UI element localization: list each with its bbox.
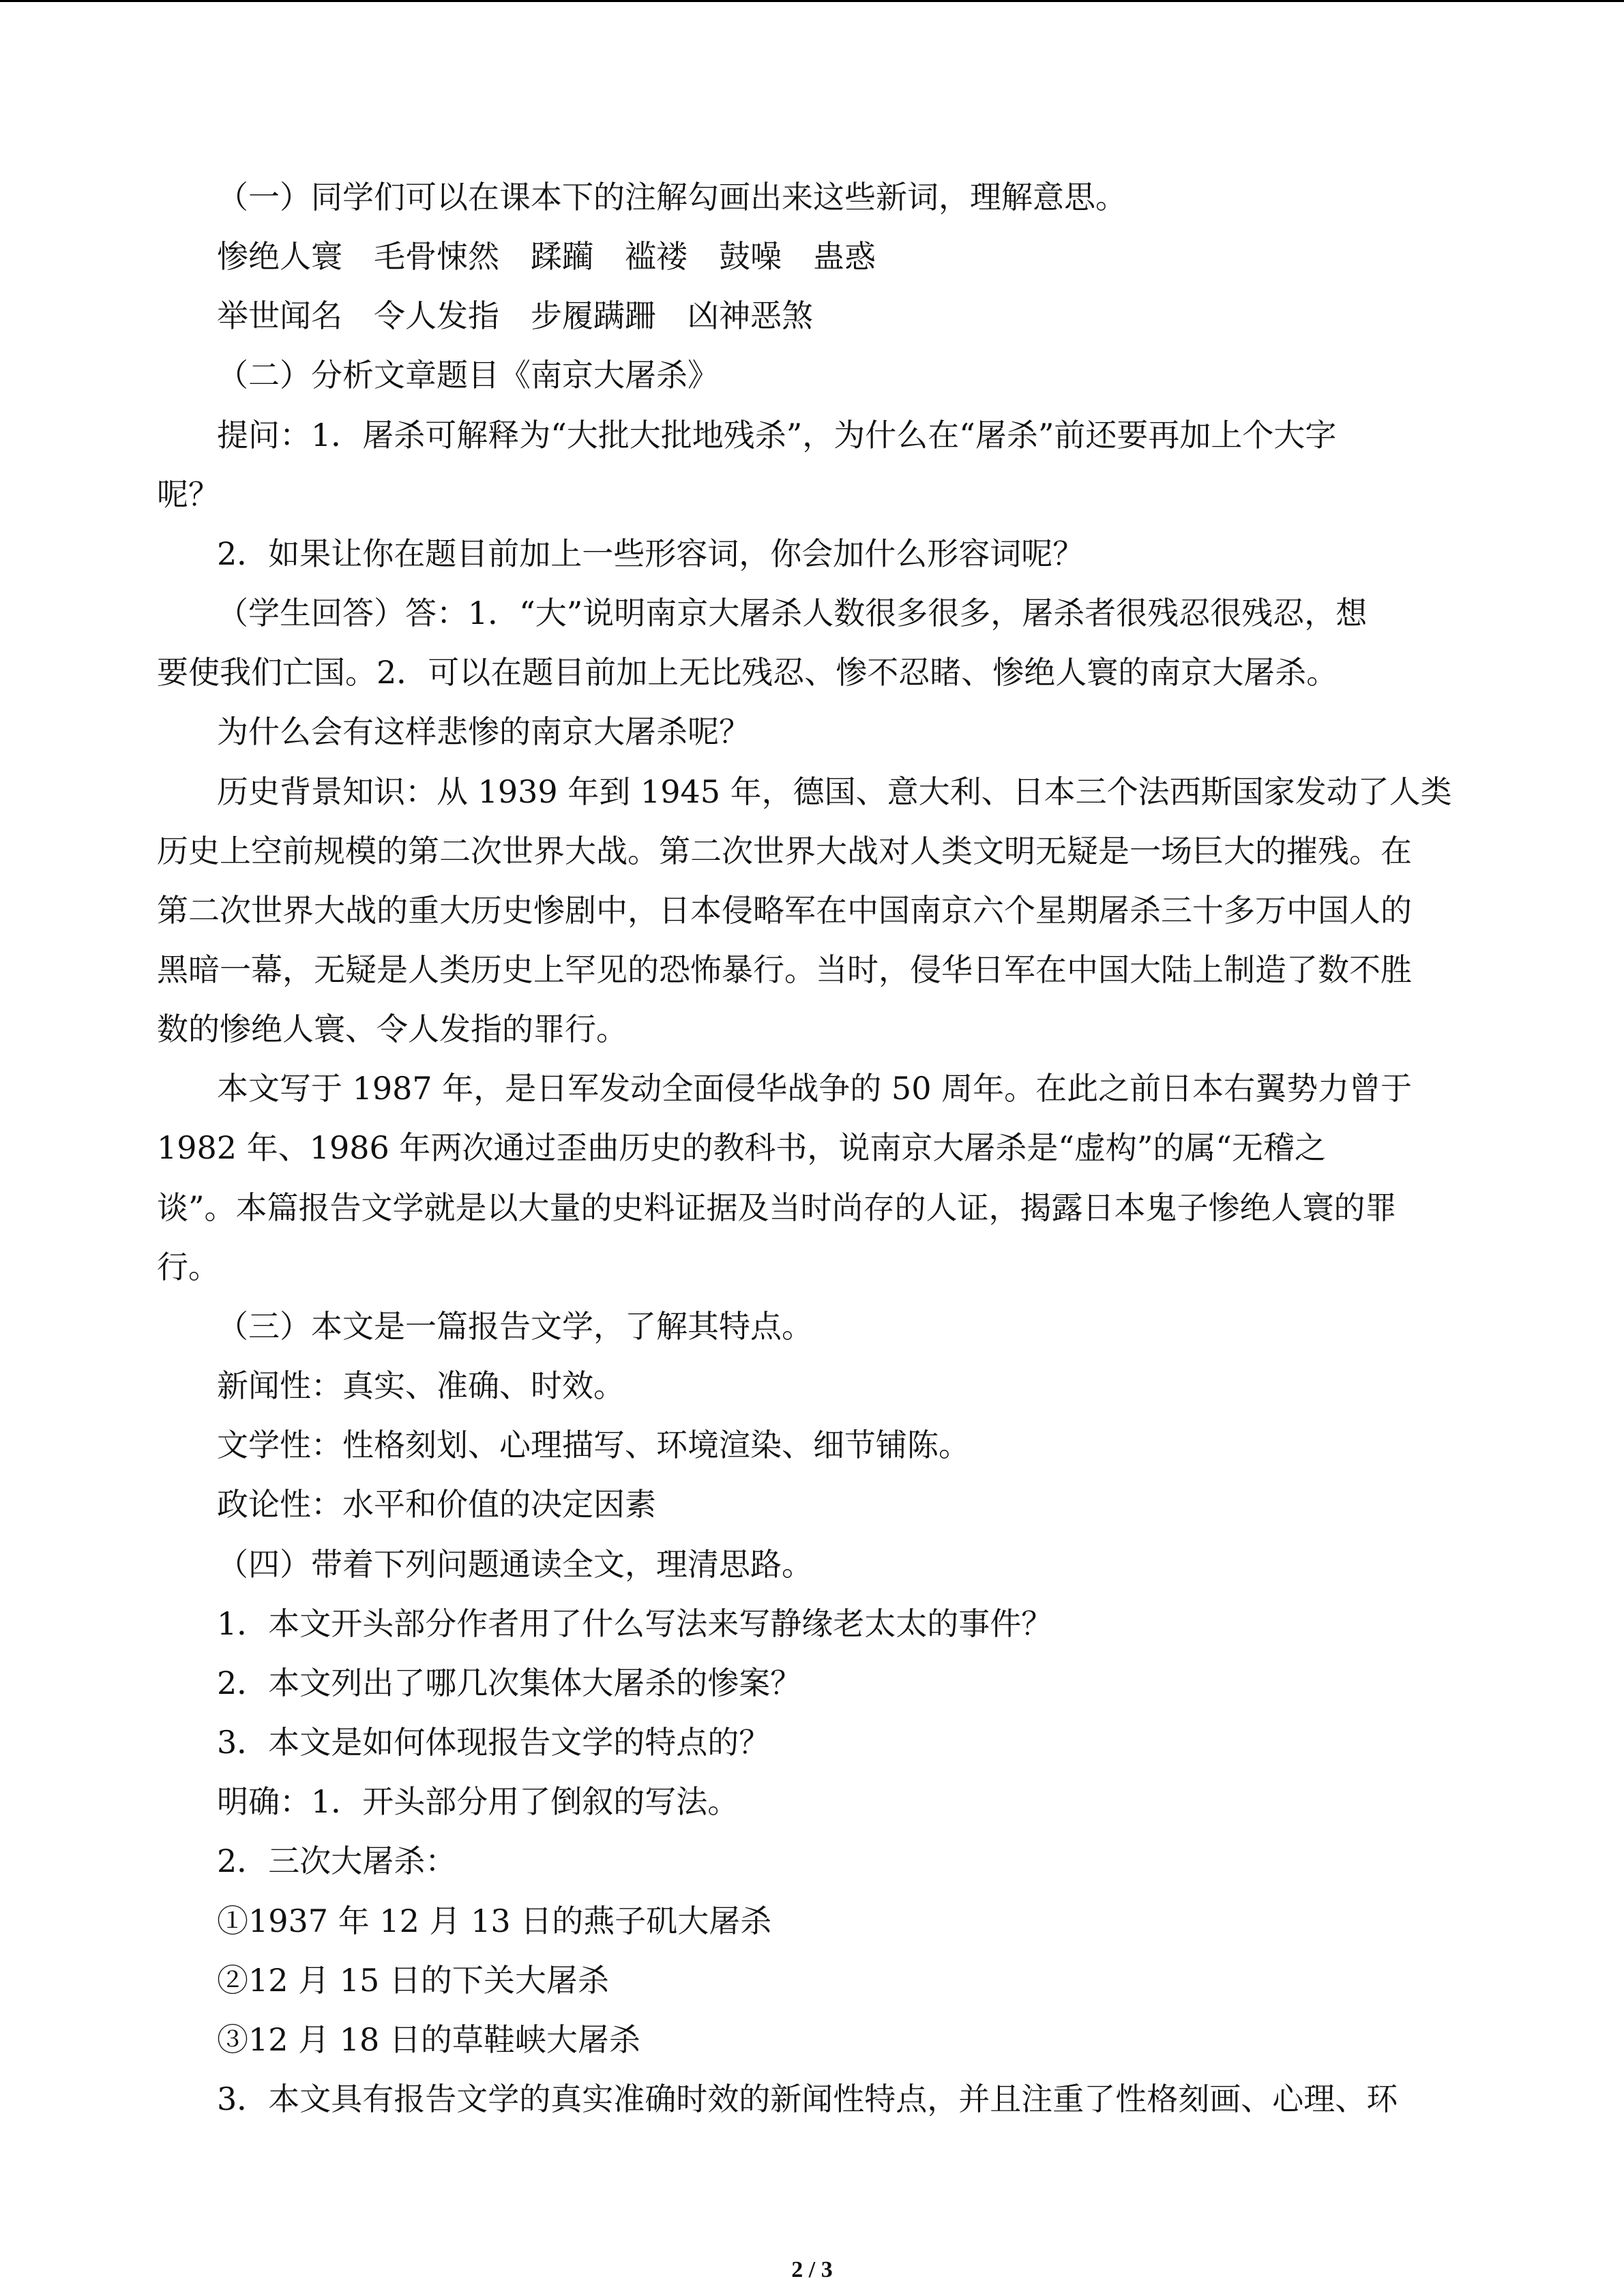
paragraph-line: （学生回答）答：1．“大”说明南京大屠杀人数很多很多，屠杀者很残忍很残忍，想 — [217, 595, 1368, 631]
paragraph-line: 文学性：性格刻划、心理描写、环境渲染、细节铺陈。 — [217, 1427, 970, 1463]
paragraph-line: 2．如果让你在题目前加上一些形容词，你会加什么形容词呢？ — [217, 535, 1084, 572]
paragraph-line: 行。 — [157, 1249, 220, 1285]
paragraph-line: 第二次世界大战的重大历史惨剧中，日本侵略军在中国南京六个星期屠杀三十多万中国人的 — [157, 892, 1412, 929]
paragraph-line: 3．本文是如何体现报告文学的特点的？ — [217, 1724, 771, 1761]
paragraph-line: 本文写于 1987 年，是日军发动全面侵华战争的 50 周年。在此之前日本右翼势力曾于 — [217, 1070, 1413, 1107]
paragraph-line: 3．本文具有报告文学的真实准确时效的新闻性特点，并且注重了性格刻画、心理、环 — [217, 2081, 1398, 2117]
section-heading: （二）分析文章题目《南京大屠杀》 — [217, 357, 719, 393]
paragraph-line: 1．本文开头部分作者用了什么写法来写静缘老太太的事件？ — [217, 1605, 1053, 1642]
paragraph-line: ②12 月 15 日的下关大屠杀 — [217, 1962, 609, 1999]
paragraph-line: 2．本文列出了哪几次集体大屠杀的惨案？ — [217, 1665, 802, 1701]
paragraph-line: （一）同学们可以在课本下的注解勾画出来这些新词，理解意思。 — [217, 179, 1127, 215]
paragraph-line: 政论性：水平和价值的决定因素 — [217, 1486, 656, 1523]
paragraph-line: 为什么会有这样悲惨的南京大屠杀呢？ — [217, 713, 750, 750]
paragraph-line: 数的惨绝人寰、令人发指的罪行。 — [157, 1011, 628, 1047]
paragraph-line: ③12 月 18 日的草鞋峡大屠杀 — [217, 2021, 640, 2058]
paragraph-line: 举世闻名 令人发指 步履蹒跚 凶神恶煞 — [217, 297, 813, 334]
section-heading: （四）带着下列问题通读全文，理清思路。 — [217, 1546, 813, 1583]
paragraph-line: 新闻性：真实、准确、时效。 — [217, 1367, 625, 1404]
paragraph-line: 黑暗一幕，无疑是人类历史上罕见的恐怖暴行。当时，侵华日军在中国大陆上制造了数不胜 — [157, 951, 1412, 988]
paragraph-line: 2．三次大屠杀： — [217, 1843, 457, 1879]
paragraph-line: 呢？ — [157, 476, 220, 513]
paragraph-line: 谈”。本篇报告文学就是以大量的史料证据及当时尚存的人证，揭露日本鬼子惨绝人寰的罪 — [157, 1189, 1397, 1226]
paragraph-line: 明确：1．开头部分用了倒叙的写法。 — [217, 1783, 739, 1820]
paragraph-line: 1982 年、1986 年两次通过歪曲历史的教科书，说南京大屠杀是“虚构”的属“无稽之 — [157, 1129, 1326, 1166]
paragraph-line: 历史背景知识：从 1939 年到 1945 年，德国、意大利、日本三个法西斯国家发动了人类 — [217, 773, 1452, 810]
section-heading: （三）本文是一篇报告文学，了解其特点。 — [217, 1308, 813, 1345]
page-number: 2 / 3 — [791, 2257, 833, 2282]
paragraph-line: 提问：1．屠杀可解释为“大批大批地残杀”，为什么在“屠杀”前还要再加上个大字 — [217, 417, 1337, 453]
paragraph-line: 惨绝人寰 毛骨悚然 蹂躏 褴褛 鼓噪 蛊惑 — [217, 238, 876, 275]
paragraph-line: ①1937 年 12 月 13 日的燕子矶大屠杀 — [217, 1903, 772, 1939]
paragraph-line: 历史上空前规模的第二次世界大战。第二次世界大战对人类文明无疑是一场巨大的摧残。在 — [157, 833, 1412, 869]
paragraph-line: 要使我们亡国。2．可以在题目前加上无比残忍、惨不忍睹、惨绝人寰的南京大屠杀。 — [157, 654, 1338, 691]
